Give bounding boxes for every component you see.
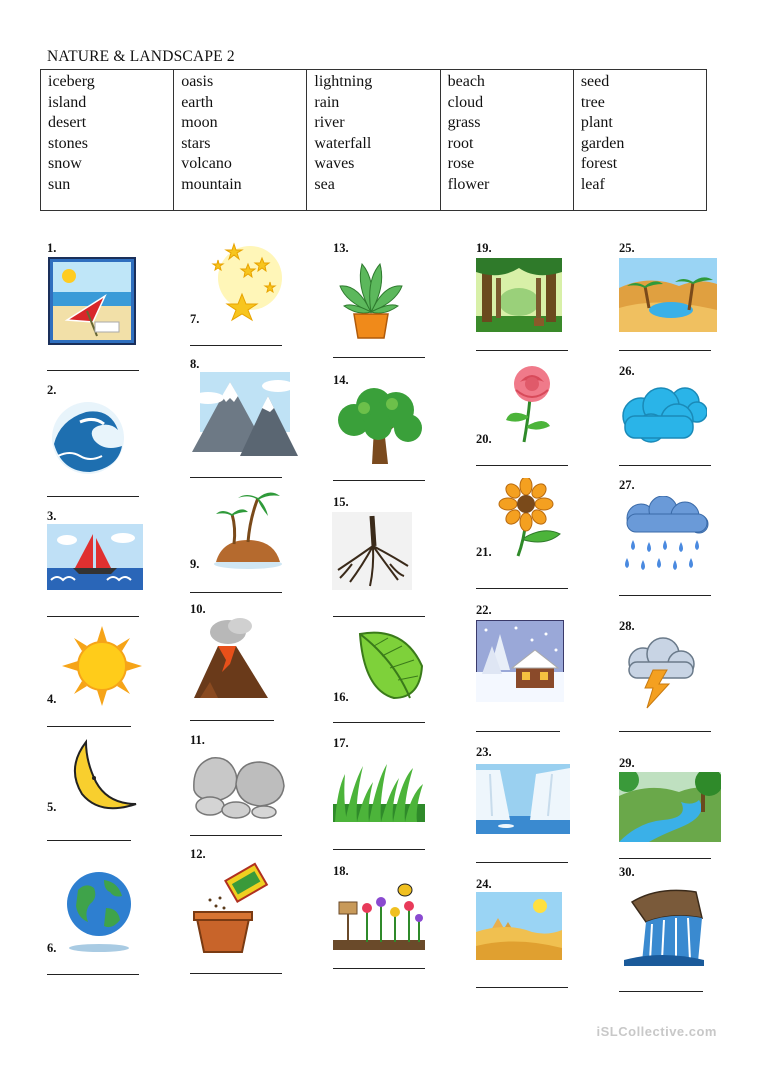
potted-plant-icon	[336, 256, 406, 340]
answer-line[interactable]	[190, 973, 282, 974]
word: tree	[580, 93, 605, 111]
item-number: 13.	[333, 241, 349, 255]
word: river	[314, 114, 345, 132]
answer-line[interactable]	[619, 465, 711, 466]
word: stones	[48, 134, 88, 152]
item-number: 23.	[476, 745, 492, 759]
word: seed	[580, 73, 610, 90]
answer-line[interactable]	[476, 987, 568, 988]
answer-line[interactable]	[190, 835, 282, 836]
rose-icon	[500, 364, 564, 444]
answer-line[interactable]	[190, 592, 282, 593]
word: earth	[181, 93, 214, 111]
answer-line[interactable]	[476, 731, 560, 732]
item-number: 20.	[476, 432, 492, 446]
sea-sailboat-icon	[47, 524, 143, 590]
item-number: 6.	[47, 941, 57, 955]
word: plant	[580, 114, 613, 132]
item-number: 27.	[619, 478, 635, 492]
word-column-4	[441, 70, 574, 210]
footer-watermark: iSLCollective.com	[596, 1024, 717, 1039]
stones-icon	[190, 750, 286, 820]
word: rain	[314, 93, 340, 111]
answer-line[interactable]	[619, 350, 711, 351]
grass-icon	[333, 760, 425, 822]
item-number: 4.	[47, 692, 57, 706]
word: iceberg	[48, 73, 95, 90]
item-number: 18.	[333, 864, 349, 878]
item-number: 5.	[47, 800, 57, 814]
word: root	[447, 134, 474, 152]
answer-line[interactable]	[333, 616, 425, 617]
answer-line[interactable]	[333, 849, 425, 850]
answer-line[interactable]	[47, 496, 139, 497]
word-column-2	[174, 70, 307, 210]
word: lightning	[314, 73, 373, 90]
word-column-1	[41, 70, 174, 210]
rain-icon	[619, 496, 709, 580]
word: beach	[447, 73, 485, 90]
word: island	[48, 93, 87, 111]
sun-icon	[62, 626, 142, 706]
earth-icon	[64, 868, 134, 952]
item-number: 26.	[619, 364, 635, 378]
seed-pot-icon	[190, 862, 274, 954]
answer-line[interactable]	[190, 720, 274, 721]
word: forest	[580, 155, 618, 173]
answer-line[interactable]	[619, 731, 711, 732]
word: volcano	[181, 155, 232, 173]
word: moon	[181, 114, 218, 132]
item-number: 15.	[333, 495, 349, 509]
item-number: 14.	[333, 373, 349, 387]
answer-line[interactable]	[476, 350, 568, 351]
word: cloud	[447, 93, 484, 111]
item-number: 28.	[619, 619, 635, 633]
answer-line[interactable]	[333, 480, 425, 481]
item-number: 17.	[333, 736, 349, 750]
word: stars	[181, 134, 211, 152]
iceberg-icon	[476, 764, 570, 834]
oasis-icon	[619, 258, 717, 332]
word: waterfall	[314, 134, 372, 152]
garden-icon	[333, 880, 425, 950]
answer-line[interactable]	[47, 840, 131, 841]
item-number: 16.	[333, 690, 349, 704]
item-number: 24.	[476, 877, 492, 891]
item-number: 7.	[190, 312, 200, 326]
answer-line[interactable]	[476, 465, 568, 466]
word: sea	[314, 175, 335, 193]
moon-icon	[64, 738, 144, 814]
word: oasis	[181, 73, 214, 90]
word: waves	[314, 155, 355, 173]
page-title: NATURE & LANDSCAPE 2	[47, 48, 235, 65]
item-number: 29.	[619, 756, 635, 770]
answer-line[interactable]	[619, 595, 711, 596]
item-number: 22.	[476, 603, 492, 617]
answer-line[interactable]	[47, 370, 139, 371]
stars-icon	[204, 238, 284, 322]
answer-line[interactable]	[333, 722, 425, 723]
item-number: 12.	[190, 847, 206, 861]
flower-icon	[496, 478, 564, 558]
cloud-icon	[619, 380, 707, 446]
answer-line[interactable]	[476, 588, 568, 589]
forest-icon	[476, 258, 562, 332]
answer-line[interactable]	[47, 974, 139, 975]
item-number: 10.	[190, 602, 206, 616]
snow-cabin-icon	[476, 620, 564, 702]
answer-line[interactable]	[476, 862, 568, 863]
word-bank	[40, 69, 707, 211]
word: rose	[447, 155, 475, 173]
word: grass	[447, 114, 481, 132]
item-number: 19.	[476, 241, 492, 255]
root-icon	[332, 512, 412, 590]
item-number: 25.	[619, 241, 635, 255]
answer-line[interactable]	[47, 726, 131, 727]
leaf-icon	[354, 626, 428, 704]
wave-icon	[50, 400, 132, 478]
answer-line[interactable]	[190, 477, 282, 478]
word: flower	[447, 175, 490, 193]
word-column-3	[307, 70, 440, 210]
answer-line[interactable]	[333, 968, 425, 969]
item-number: 2.	[47, 383, 57, 397]
answer-line[interactable]	[190, 345, 282, 346]
tree-icon	[334, 388, 424, 464]
answer-line[interactable]	[619, 991, 703, 992]
lightning-icon	[619, 636, 699, 710]
item-number: 1.	[47, 241, 57, 255]
item-number: 21.	[476, 545, 492, 559]
word: sun	[48, 175, 71, 193]
word: leaf	[580, 175, 605, 193]
island-icon	[208, 484, 286, 572]
answer-line[interactable]	[47, 616, 139, 617]
answer-line[interactable]	[619, 858, 711, 859]
answer-line[interactable]	[333, 357, 425, 358]
item-number: 30.	[619, 865, 635, 879]
desert-icon	[476, 892, 562, 960]
river-icon	[619, 772, 721, 842]
beach-icon	[47, 256, 137, 346]
item-number: 8.	[190, 357, 200, 371]
waterfall-icon	[622, 882, 704, 966]
item-number: 3.	[47, 509, 57, 523]
word: desert	[48, 114, 87, 132]
mountain-icon	[190, 372, 300, 458]
word: snow	[48, 155, 82, 173]
item-number: 11.	[190, 733, 205, 747]
word: mountain	[181, 175, 242, 193]
word: garden	[580, 134, 625, 152]
word-column-5	[574, 70, 706, 210]
volcano-icon	[190, 616, 272, 702]
item-number: 9.	[190, 557, 200, 571]
